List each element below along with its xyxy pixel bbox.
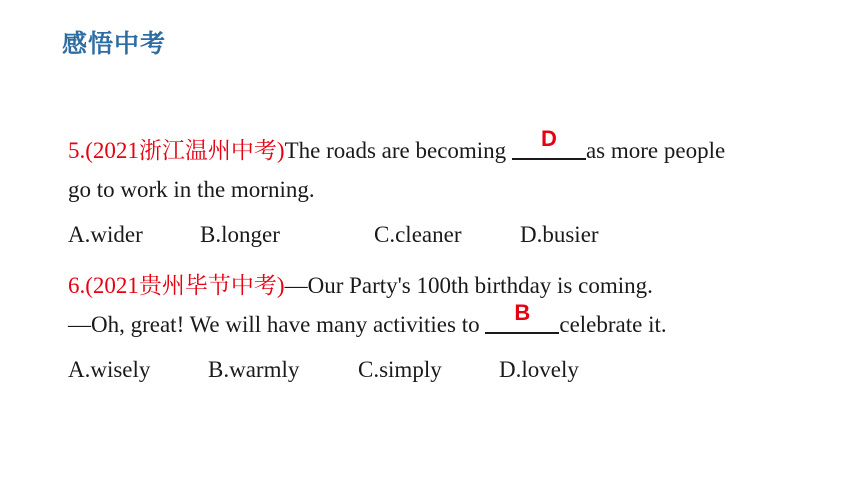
- section-title: 感悟中考: [62, 29, 167, 58]
- option-c: C.cleaner: [374, 222, 462, 247]
- question-6-text-2: —Oh, great! We will have many activities to: [68, 312, 486, 337]
- option-a: A.wisely: [68, 357, 151, 382]
- question-6-line-1: [68, 267, 653, 300]
- question-5-line-1: [68, 126, 726, 165]
- question-5-text: The roads are becoming: [284, 138, 512, 163]
- question-6-options: [68, 357, 579, 383]
- option-d: D.busier: [520, 222, 599, 247]
- question-5-source: 5.(2021浙江温州中考): [68, 138, 285, 163]
- option-d: D.lovely: [499, 357, 579, 382]
- question-6-answer: B: [514, 300, 531, 325]
- question-6-source: 6.(2021贵州毕节中考): [68, 273, 285, 298]
- question-6-text-after: celebrate it.: [559, 312, 667, 337]
- option-b: B.longer: [200, 222, 280, 247]
- question-5-text-after: as more people: [585, 138, 726, 163]
- option-a: A.wider: [68, 222, 143, 247]
- option-b: B.warmly: [208, 357, 300, 382]
- question-6-text: —Our Party's 100th birthday is coming.: [284, 273, 653, 298]
- question-5-options: [68, 222, 599, 248]
- question-6-blank: [485, 300, 559, 334]
- option-c: C.simply: [358, 357, 442, 382]
- question-5-blank: [512, 126, 586, 160]
- question-5-line-2: go to work in the morning.: [68, 177, 315, 202]
- question-6-line-2: [68, 300, 667, 338]
- question-5-answer: D: [540, 126, 557, 151]
